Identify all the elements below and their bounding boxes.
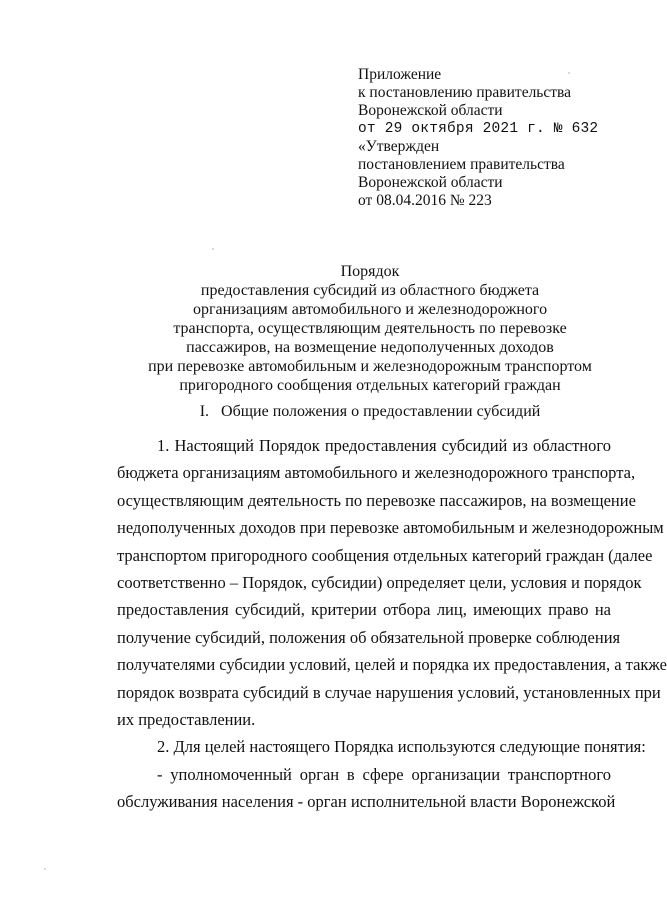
section-heading: I. Общие положения о предоставлении субсидий bbox=[199, 403, 541, 420]
approval-line: постановлением правительства bbox=[358, 156, 565, 173]
text-line: предоставления субсидий, критерии отбора лиц, имеющих право на bbox=[117, 600, 611, 620]
approval-line: Воронежской области bbox=[358, 102, 503, 119]
text-line: транспортом пригородного сообщения отдельных категорий граждан (далее bbox=[117, 545, 653, 565]
scan-speck bbox=[44, 868, 46, 870]
document-title bbox=[100, 262, 640, 395]
text-line: обслуживания населения - орган исполнительной власти Воронежской bbox=[117, 792, 616, 812]
title-line: пригородного сообщения отдельных категорий граждан bbox=[179, 377, 561, 394]
text-line: порядок возврата субсидий в случае нарушения условий, установленных при bbox=[117, 682, 661, 702]
body-text bbox=[117, 432, 667, 816]
scan-speck bbox=[212, 248, 214, 250]
approval-line: «Утвержден bbox=[358, 138, 440, 155]
text-line: получателями субсидии условий, целей и порядка их предоставления, а также bbox=[117, 655, 667, 675]
text-line: их предоставлении. bbox=[117, 710, 256, 730]
text-line: недополученных доходов при перевозке автомобильным и железнодорожным bbox=[117, 518, 664, 538]
paragraph-2 bbox=[117, 733, 646, 760]
title-heading: Порядок bbox=[340, 263, 400, 280]
approval-date-line: от 29 октября 2021 г. № 632 bbox=[358, 121, 599, 137]
title-line: при перевозке автомобильным и железнодорожным транспортом bbox=[148, 358, 592, 375]
title-line: пассажиров, на возмещение недополученных доходов bbox=[186, 339, 554, 356]
approval-line: Приложение bbox=[358, 66, 442, 83]
text-line: 1. Настоящий Порядок предоставления субсидий из областного bbox=[157, 436, 611, 455]
text-line: 2. Для целей настоящего Порядка используются следующие понятия: bbox=[157, 737, 646, 757]
text-line: осуществляющим деятельность по перевозке пассажиров, на возмещение bbox=[117, 490, 636, 510]
text-line: соответственно – Порядок, субсидии) определяет цели, условия и порядок bbox=[117, 573, 642, 593]
title-line: предоставления субсидий из областного бюджета bbox=[200, 282, 540, 299]
text-line: - уполномоченный орган в сфере организации транспортного bbox=[157, 764, 611, 784]
title-line: транспорта, осуществляющим деятельность по перевозке bbox=[173, 320, 567, 337]
title-line: организациям автомобильного и железнодорожного bbox=[192, 301, 548, 318]
approval-line: от 08.04.2016 № 223 bbox=[358, 192, 492, 209]
approval-line: Воронежской области bbox=[358, 174, 503, 191]
text-line: бюджета организациям автомобильного и железнодорожного транспорта, bbox=[117, 463, 636, 483]
approval-line: к постановлению правительства bbox=[358, 84, 572, 101]
paragraph-1 bbox=[117, 432, 667, 733]
paragraph-3 bbox=[117, 761, 616, 816]
text-line: получение субсидий, положения об обязательной проверке соблюдения bbox=[117, 627, 621, 647]
approval-block bbox=[358, 66, 628, 210]
